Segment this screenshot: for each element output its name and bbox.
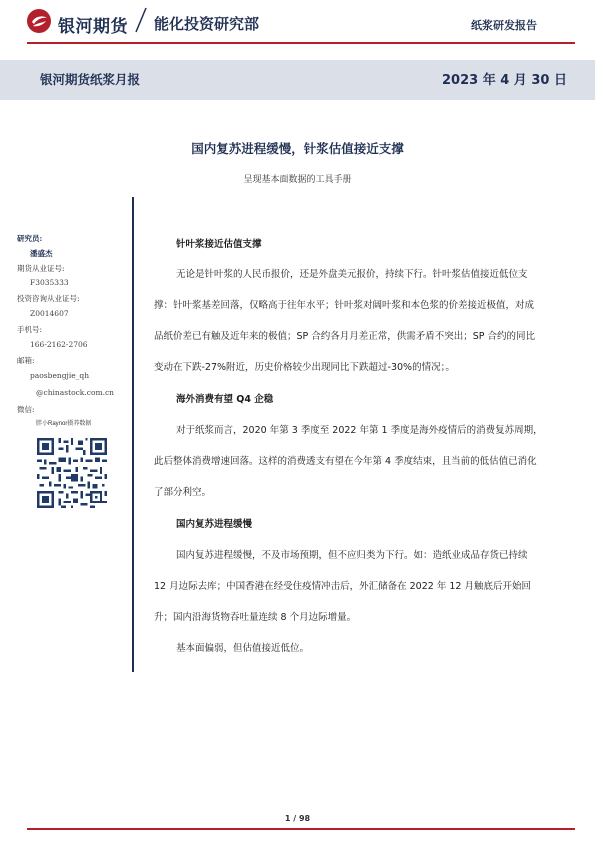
document-subtitle: 呈现基本面数据的工具手册 (243, 175, 352, 185)
researcher-name: 潘盛杰 (30, 249, 53, 258)
section-heading-3: 国内复苏进程缓慢 (176, 519, 253, 530)
brand-name: 银河期货 (58, 17, 128, 37)
paragraph-2-line: 此后整体消费增速回落。这样的消费透支有望在今年第 4 季度结束，且当前的低估值已消化 (154, 456, 537, 467)
department-name: 能化投资研究部 (154, 15, 260, 33)
paragraph-1-line: 变动在下跌-27%附近，历史价格较少出现同比下跌超过-30%的情况；。 (154, 362, 455, 373)
email-line-2[interactable]: @chinastock.com.cn (36, 388, 114, 397)
futures-cert-number: F3035333 (30, 278, 69, 287)
paragraph-1-line: 品纸价差已有触及近年来的极值；SP 合约各月月差正常，供需矛盾不突出；SP 合约的同比 (154, 331, 536, 342)
header-rule (27, 42, 575, 44)
email-line-1[interactable]: paosbengjie_qh (30, 371, 90, 380)
invest-cert-number: Z0014607 (30, 309, 69, 318)
section-heading-2: 海外消费有望 Q4 企稳 (176, 394, 274, 405)
document-title: 国内复苏进程缓慢，针浆估值接近支撑 (191, 141, 404, 156)
wechat-label: 微信: (17, 405, 35, 414)
report-date: 2023 年 4 月 30 日 (442, 73, 567, 88)
researcher-label: 研究员: (17, 234, 43, 243)
page-number: 1 / 98 (284, 814, 311, 823)
sidebar-divider (132, 197, 134, 672)
paragraph-1-line: 撑：针叶浆基差回落，仅略高于往年水平；针叶浆对阔叶浆和本色浆的价差接近极值，对成 (154, 300, 535, 311)
section-heading-1: 针叶浆接近估值支撑 (176, 239, 262, 250)
email-label: 邮箱: (17, 356, 35, 365)
report-series-title: 银河期货纸浆月报 (40, 72, 141, 87)
paragraph-3-line: 升；国内沿海货物吞吐量连续 8 个月边际增量。 (154, 612, 357, 623)
futures-cert-label: 期货从业证号: (17, 264, 65, 273)
paragraph-4: 基本面偏弱，但估值接近低位。 (176, 643, 310, 654)
report-type: 纸浆研发报告 (471, 19, 537, 32)
paragraph-3-line: 12 月边际去库；中国香港在经受住疫情冲击后，外汇储备在 2022 年 12 月触底后开始回 (154, 581, 531, 592)
qr-code-icon[interactable] (37, 438, 107, 508)
header-divider (134, 6, 148, 34)
invest-cert-label: 投资咨询从业证号: (17, 294, 80, 303)
phone-label: 手机号: (17, 325, 43, 334)
phone-number: 166-2162-2706 (30, 340, 88, 349)
paragraph-2-line: 了部分利空。 (154, 487, 212, 498)
footer-rule (27, 828, 575, 830)
galaxy-logo-icon (26, 8, 52, 34)
paragraph-2-line: 对于纸浆而言，2020 年第 3 季度至 2022 年第 1 季度是海外疫情后的消费复苏周期， (176, 425, 543, 436)
wechat-note: 胖小Raynor摄养数据 (36, 421, 92, 427)
paragraph-3-line: 国内复苏进程缓慢，不及市场预期，但不应归类为下行。如：造纸业成品存货已持续 (176, 550, 528, 561)
paragraph-1-line: 无论是针叶浆的人民币报价，还是外盘美元报价，持续下行。针叶浆估值接近低位支 (176, 269, 528, 280)
